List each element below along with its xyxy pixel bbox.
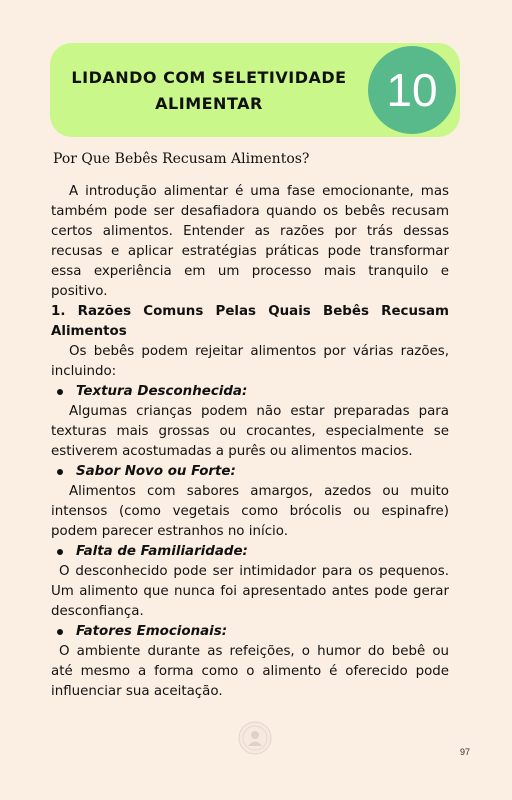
chapter-number: 10 <box>386 64 438 116</box>
bullet-text: Alimentos com sabores amargos, azedos ou muito intensos (como vegetais como brócolis ou espinafre) podem parecer estranhos no início. <box>51 484 449 539</box>
body-text <box>51 182 449 702</box>
bullet-dot-icon <box>57 629 63 635</box>
chapter-title <box>50 65 368 117</box>
bullet-text: O ambiente durante as refeições, o humor do bebê ou até mesmo a forma como o alimento é oferecido pode influenciar sua aceitação. <box>51 644 449 699</box>
bullet-item <box>57 382 449 402</box>
bullet-label: Falta de Familiaridade: <box>76 544 248 559</box>
bullet-dot-icon <box>57 469 63 475</box>
bullet-label: Textura Desconhecida: <box>76 384 248 399</box>
bullet-item <box>57 542 449 562</box>
bullet-text: O desconhecido pode ser intimidador para os pequenos. Um alimento que nunca foi apresentado antes pode gerar desconfiança. <box>51 564 449 619</box>
bullet-item <box>57 462 449 482</box>
chapter-banner <box>50 43 460 137</box>
intro-paragraph: A introdução alimentar é uma fase emocionante, mas também pode ser desafiadora quando os bebês recusam certos alimentos. Entender as razões por trás dessas recusas e aplicar estratégias práticas pode transformar essa experiência em um processo mais tranquilo e positivo. <box>51 184 449 299</box>
section-lead: Os bebês podem rejeitar alimentos por várias razões, incluindo: <box>51 344 449 379</box>
bullet-label: Fatores Emocionais: <box>76 624 228 639</box>
bullet-label: Sabor Novo ou Forte: <box>76 464 236 479</box>
bullet-dot-icon <box>57 389 63 395</box>
page-number: 97 <box>460 747 471 757</box>
section-subtitle: Por Que Bebês Recusam Alimentos? <box>53 151 310 167</box>
section-heading: 1. Razões Comuns Pelas Quais Bebês Recusam Alimentos <box>51 304 449 339</box>
chapter-title-line2: ALIMENTAR <box>155 94 263 113</box>
bullet-text: Algumas crianças podem não estar preparadas para texturas mais grossas ou crocantes, especialmente se estiverem acostumadas a purês ou alimentos macios. <box>51 404 449 459</box>
bullet-dot-icon <box>57 549 63 555</box>
bullet-item <box>57 622 449 642</box>
chapter-title-line1: LIDANDO COM SELETIVIDADE <box>71 68 347 87</box>
chapter-number-circle <box>368 46 456 134</box>
seal-icon <box>238 721 272 755</box>
